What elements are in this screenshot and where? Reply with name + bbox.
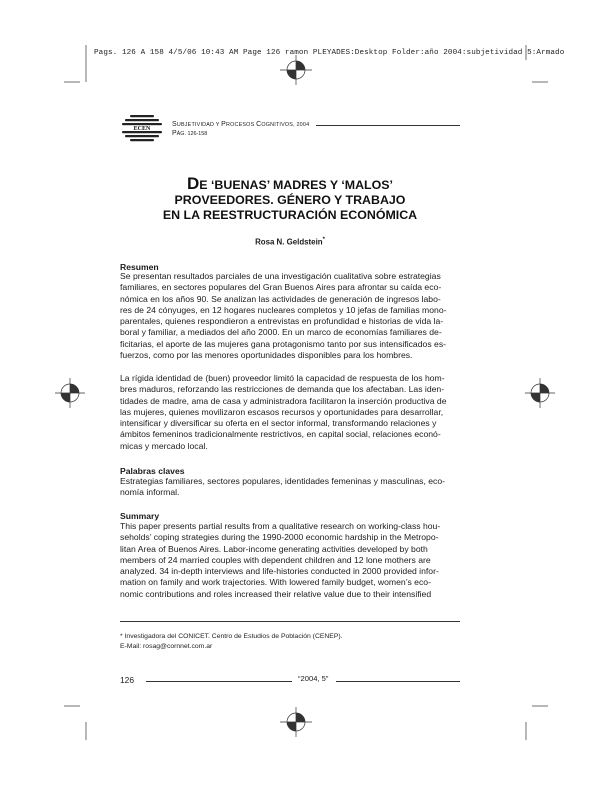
footer-rule-right [336, 681, 460, 682]
footnote-affiliation: * Investigadora del CONICET. Centro de Estudios de Población (CENEP). [120, 633, 343, 640]
footnote-email: E-Mail: rosag@cornnet.com.ar [120, 643, 213, 650]
summary-paragraph: This paper presents partial results from a qualitative research on working-class hou- seholds’ coping strategies during the 1990-2000 economic hardship in the Metropo- litan Area of Buenos Aires. Labor-income generating activities developed by both members of 24 married couples with dependent children and 12 lone mothers are analyzed. 34 in-depth interviews and life-histories conducted in 2000 provided infor- mation on family and work trajectories. With lowered family budget, women’s eco- nomic contributions and roles increased their relative value due to their intensified [120, 521, 441, 599]
keywords-heading: Palabras claves [120, 466, 185, 476]
resumen-paragraph-2: La rígida identidad de (buen) proveedor limitó la capacidad de respuesta de los hom- bres maduros, reforzando las restricciones de demanda que los afectaban. Las iden- tidades de madre, ama de casa y administradora facilitaron la inserción productiva de las mujeres, quienes movilizaron escasos recursos y oportunidades para desarrollar, intensificar y diversificar su oferta en el sector informal, transformando relaciones y ámbitos femeninos tradicionalmente restrictivos, en capital social, relaciones econó- micas y mercado local. [120, 373, 447, 451]
keywords-text: Estrategias familiares, sectores populares, identidades femeninas y masculinas, eco- nomía informal. [120, 476, 446, 498]
footer-rule-left [146, 681, 292, 682]
resumen-paragraph-1: Se presentan resultados parciales de una investigación cualitativa sobre estrategias familiares, en sectores populares del Gran Buenos Aires para afrontar su caída eco- nómica en los años 90. Se analizan las actividades de generación de ingresos labo- res de 24 cónyuges, en 12 hogares nucleares completos y 10 jefas de familias mono- parentales, quienes respondieron a entrevistas en profundidad e historias de vida la- boral y familiar, a mediados del año 2000. En un marco de economías familiares de- ficitarias, el aporte de las mujeres gana protagonismo tanto por sus intensificados es- fuerzos, como por las menores oportunidades disponibles para los hombres. [120, 271, 447, 361]
issue-label: “2004, 5” [298, 674, 329, 683]
article-title-line-2: PROVEEDORES. GÉNERO Y TRABAJO [174, 193, 406, 207]
footnote [120, 632, 343, 652]
resumen-heading: Resumen [120, 262, 159, 272]
header-rule [316, 125, 460, 126]
page-range: PÁG. 126-158 [172, 130, 208, 137]
journal-logo [120, 112, 164, 144]
footnote-rule [120, 621, 460, 622]
logo-text: ECEN [133, 126, 151, 132]
article-title-line-3: EN LA REESTRUCTURACIÓN ECONÓMICA [162, 208, 418, 222]
journal-name: SUBJETIVIDAD Y PROCESOS COGNITIVOS, 2004 [172, 121, 310, 128]
summary-heading: Summary [120, 511, 160, 521]
page-number: 126 [120, 675, 134, 685]
printer-slug-line: Pags. 126 A 158 4/5/06 10:43 AM Page 126 ramon PLEYADES:Desktop Folder:año 2004:subjetividad 5:Armado [94, 49, 565, 57]
author-name: Rosa N. Geldstein* [255, 237, 325, 247]
article-title-line-1: DE ‘BUENAS’ MADRES Y ‘MALOS’ [187, 174, 393, 193]
